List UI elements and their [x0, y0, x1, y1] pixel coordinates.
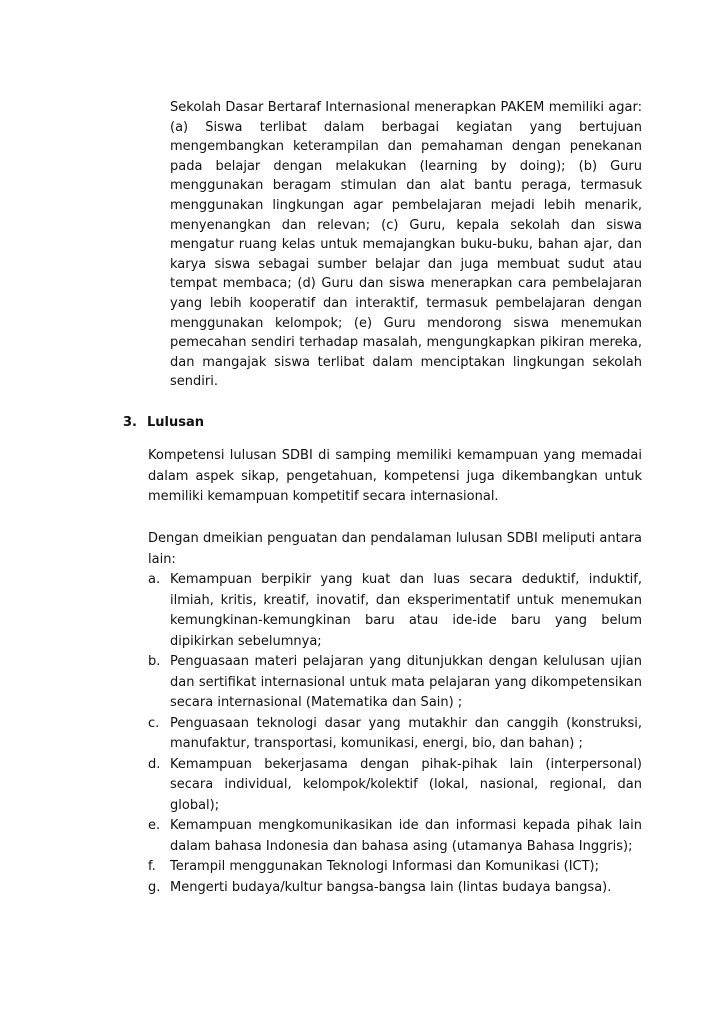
- list-item-text: Mengerti budaya/kultur bangsa-bangsa lain (lintas budaya bangsa).: [170, 879, 612, 895]
- list-marker: g.: [148, 879, 161, 895]
- list-item: [148, 878, 642, 899]
- intro-paragraph: Sekolah Dasar Bertaraf Internasional menerapkan PAKEM memiliki agar: (a) Siswa terlibat dalam berbagai kegiatan yang bertujuan mengembangkan keterampilan dan pemahaman dengan penekanan pada belajar dengan melakukan (learning by doing); (b) Guru menggunakan beragam stimulan dan alat bantu peraga, termasuk menggunakan lingkungan agar pembelajaran mejadi lebih menarik, menyenangkan dan relevan; (c) Guru, kepala sekolah dan siswa mengatur ruang kelas untuk memajangkan buku-buku, bahan ajar, dan karya siswa sebagai sumber belajar dan juga membuat sudut atau tempat membaca; (d) Guru dan siswa menerapkan cara pembelajaran yang lebih kooperatif dan interaktif, termasuk pembelajaran dengan menggunakan kelompok; (e) Guru mendorong siswa menemukan pemecahan sendiri terhadap masalah, mengungkapkan pikiran mereka, dan mangajak siswa terlibat dalam menciptakan lingkungan sekolah sendiri.: [170, 100, 642, 390]
- list-item: [148, 857, 642, 878]
- list-item: [148, 570, 642, 652]
- list-marker: c.: [148, 715, 160, 731]
- list-marker: a.: [148, 572, 161, 587]
- list-item-text: Kemampuan berpikir yang kuat dan luas secara deduktif, induktif, ilmiah, kritis, kreatif, inovatif, dan eksperimentatif untuk menemukan kemungkinan-kemungkinan baru atau ide-ide baru yang belum dipikirkan sebelumnya;: [170, 572, 642, 649]
- list-marker: b.: [148, 654, 161, 669]
- list-item-text: Terampil menggunakan Teknologi Informasi dan Komunikasi (ICT);: [170, 859, 600, 874]
- list-marker: f.: [148, 859, 156, 874]
- list-item: [148, 714, 642, 755]
- section-heading: [123, 413, 204, 433]
- graduate-competency-list: [148, 570, 642, 898]
- list-item: [148, 816, 642, 857]
- section-number: 3.: [123, 415, 137, 430]
- list-item-text: Kemampuan bekerjasama dengan pihak-pihak lain (interpersonal) secara individual, kelompok/kolektif (lokal, nasional, regional, dan global);: [170, 756, 642, 813]
- list-marker: e.: [148, 818, 161, 833]
- list-item-text: Kemampuan mengkomunikasikan ide dan informasi kepada pihak lain dalam bahasa Indonesia dan bahasa asing (utamanya Bahasa Inggris);: [170, 818, 642, 854]
- list-item-text: Penguasaan materi pelajaran yang ditunjukkan dengan kelulusan ujian dan sertifikat internasional untuk mata pelajaran yang dikompetensikan secara internasional (Matematika dan Sain) ;: [170, 654, 642, 710]
- list-item: [148, 652, 642, 714]
- section-title: Lulusan: [147, 415, 205, 430]
- reinforcement-paragraph: Dengan dmeikian penguatan dan pendalaman lulusan SDBI meliputi antara lain:: [148, 531, 642, 567]
- list-item-text: Penguasaan teknologi dasar yang mutakhir dan canggih (konstruksi, manufaktur, transportasi, komunikasi, energi, bio, dan bahan) ;: [170, 715, 642, 751]
- list-marker: d.: [148, 756, 161, 772]
- list-item: [148, 755, 642, 817]
- competency-paragraph: Kompetensi lulusan SDBI di samping memiliki kemampuan yang memadai dalam aspek sikap, pengetahuan, kompetensi juga dikembangkan untuk memiliki kemampuan kompetitif secara internasional.: [148, 448, 642, 504]
